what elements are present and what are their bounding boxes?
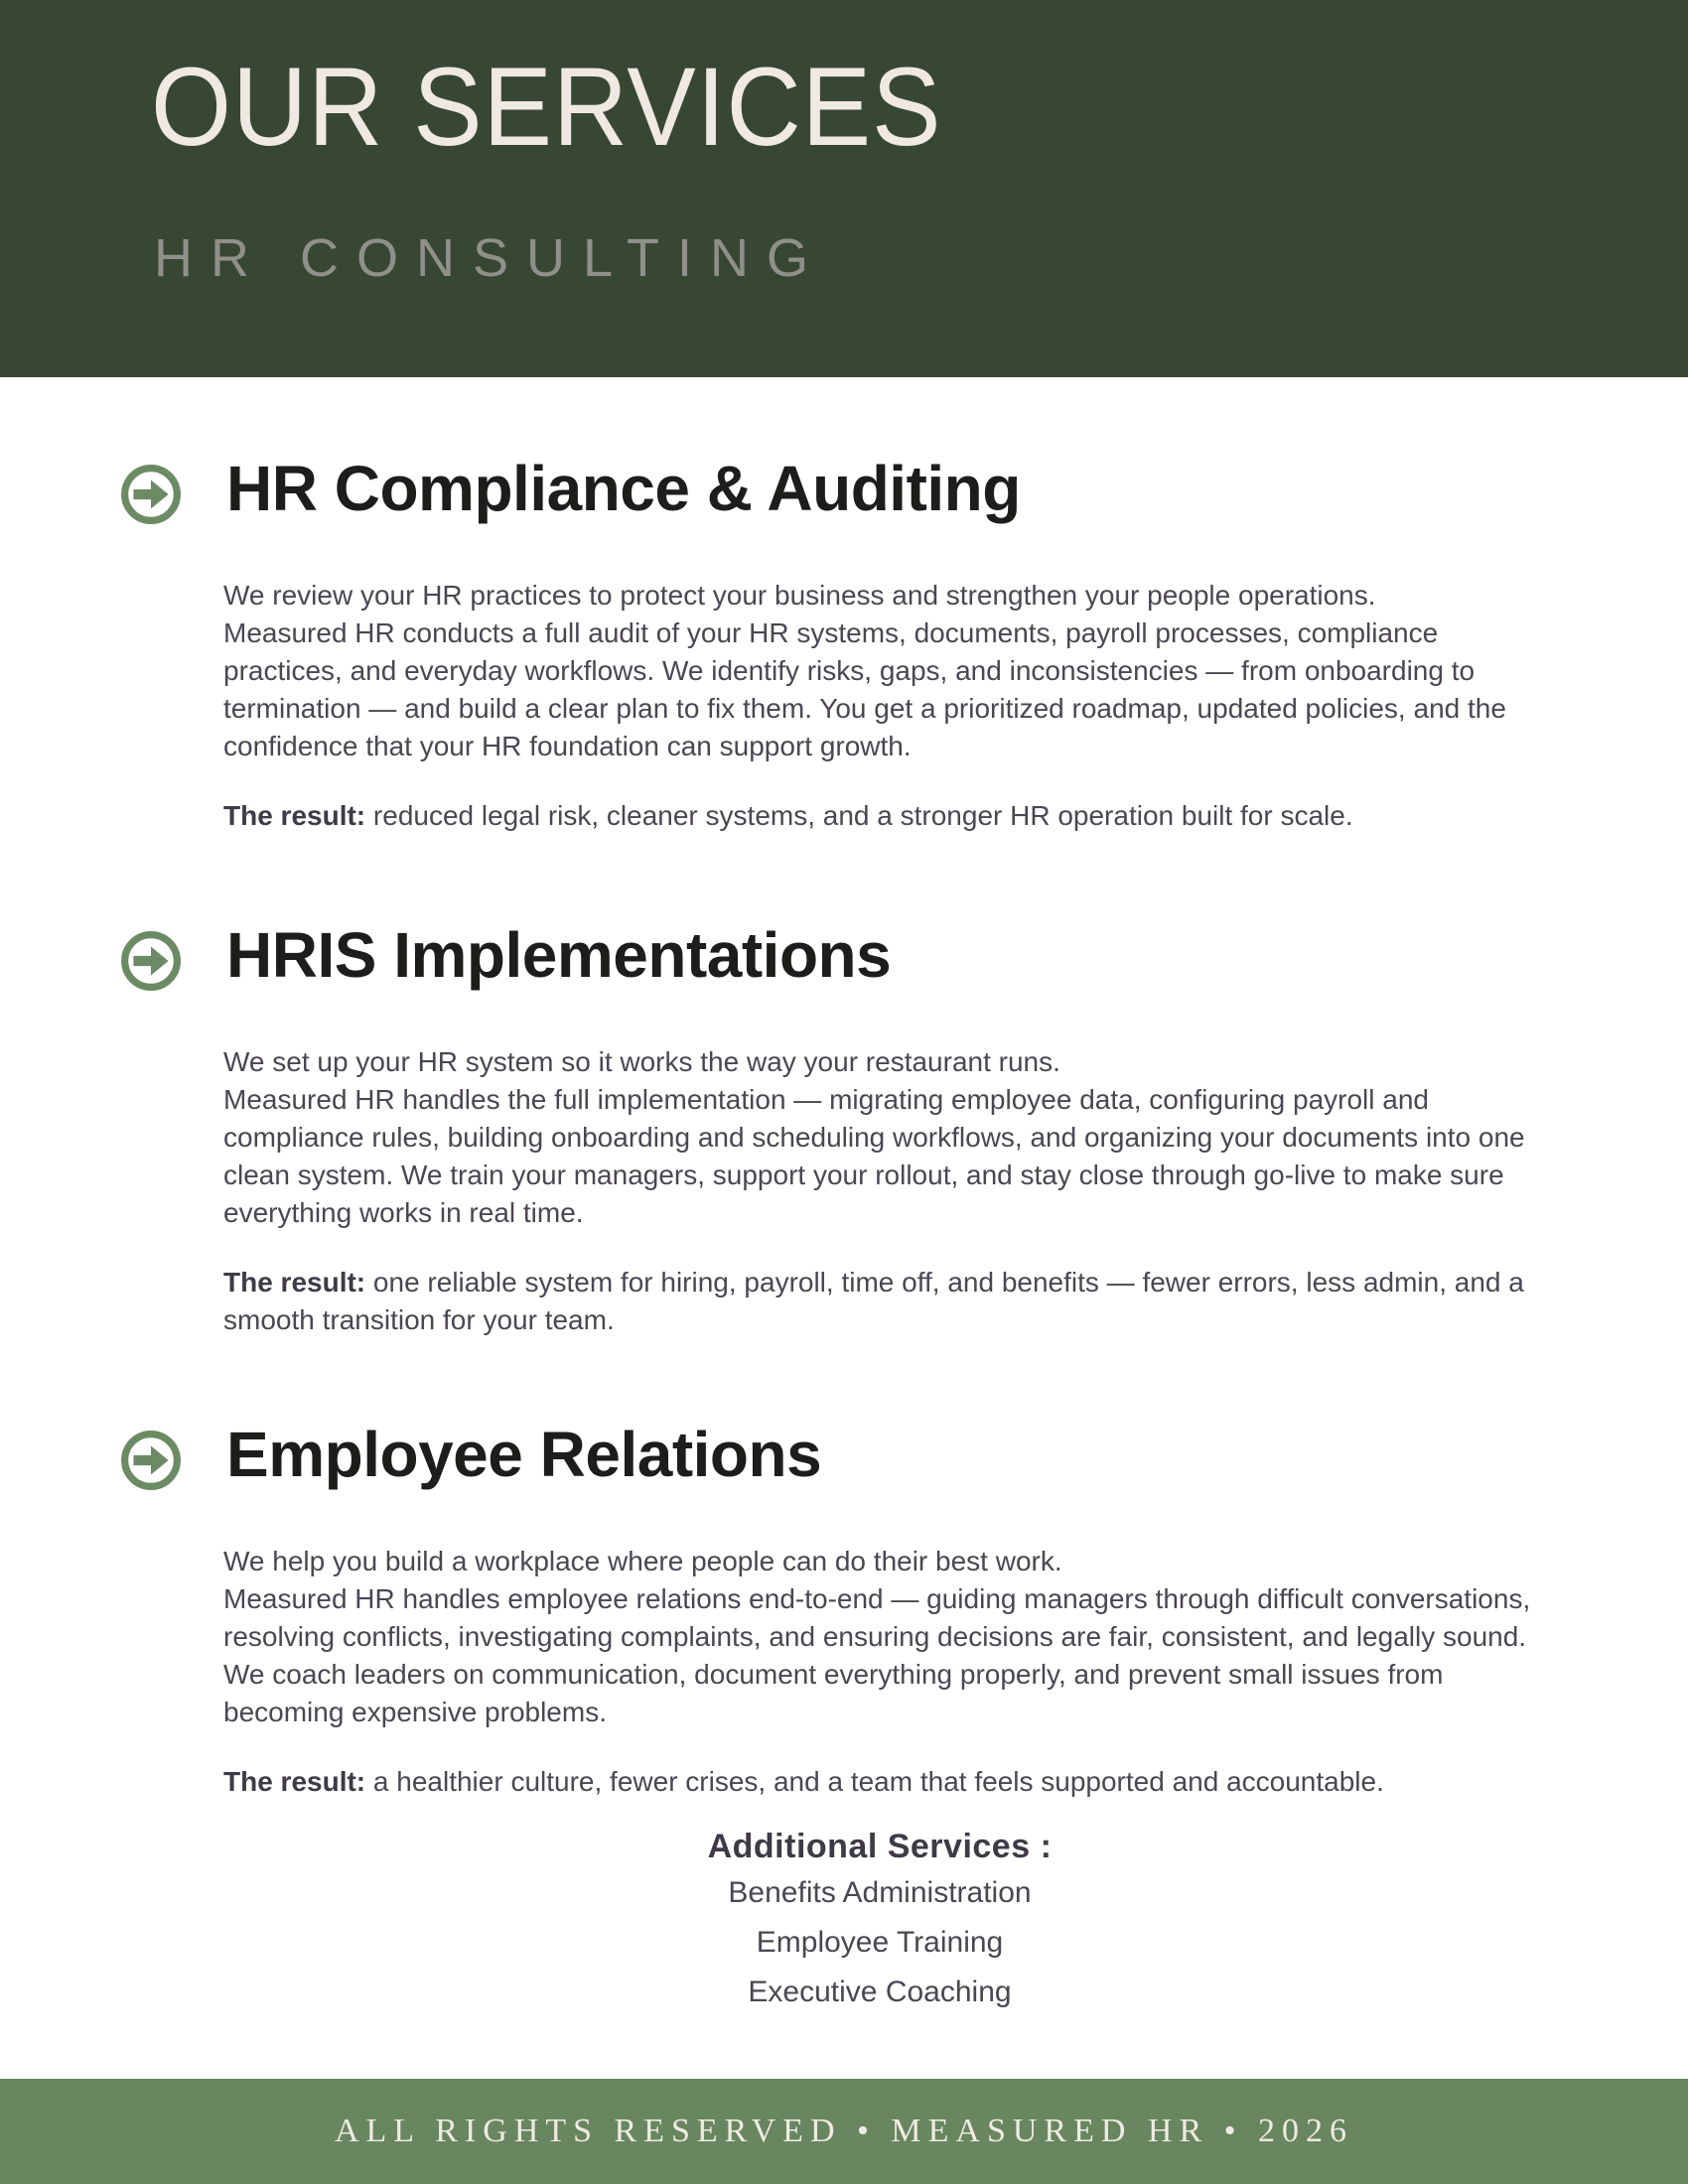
- footer: [0, 2079, 1688, 2184]
- result-label: The result:: [223, 1766, 366, 1797]
- section-body: Measured HR conducts a full audit of your HR systems, documents, payroll processes, compliance practices, and everyday workflows. We identify risks, gaps, and inconsistencies — from onboarding to termination — and build a clear plan to fix them. You get a prioritized roadmap, updated policies, and the confidence that your HR foundation can support growth.: [223, 617, 1506, 761]
- section-title: Employee Relations: [226, 1419, 822, 1490]
- section-employee-relations: [0, 1418, 1688, 1801]
- header-banner: [0, 0, 1688, 377]
- result-label: The result:: [223, 1267, 366, 1297]
- page-title: OUR SERVICES: [151, 45, 942, 169]
- arrow-right-circle-icon: [120, 930, 182, 992]
- section-intro: We help you build a workplace where people can do their best work.: [223, 1546, 1062, 1576]
- section-result: [223, 1264, 1536, 1339]
- additional-service-item: Employee Training: [756, 1926, 1004, 1959]
- section-description: [223, 577, 1536, 765]
- additional-service-item: Executive Coaching: [748, 1976, 1012, 2008]
- additional-services: [223, 1825, 1536, 2017]
- result-text: one reliable system for hiring, payroll, time off, and benefits — fewer errors, less admin, and a smooth transition for your team.: [223, 1267, 1524, 1335]
- section-description: [223, 1543, 1536, 1731]
- section-title: HRIS Implementations: [226, 919, 892, 991]
- additional-service-item: Benefits Administration: [728, 1876, 1032, 1909]
- result-text: reduced legal risk, cleaner systems, and a stronger HR operation built for scale.: [365, 800, 1353, 831]
- section-hr-compliance-auditing: [0, 452, 1688, 835]
- section-hris-implementations: [0, 918, 1688, 1339]
- section-title: HR Compliance & Auditing: [226, 453, 1021, 524]
- result-label: The result:: [223, 800, 366, 831]
- section-body: Measured HR handles the full implementation — migrating employee data, configuring payroll and compliance rules, building onboarding and scheduling workflows, and organizing your documents into one clean system. We train your managers, support your rollout, and stay close through go-live to make sure everything works in real time.: [223, 1084, 1525, 1228]
- section-intro: We set up your HR system so it works the way your restaurant runs.: [223, 1046, 1060, 1077]
- section-body: Measured HR handles employee relations end-to-end — guiding managers through difficult conversations, resolving conflicts, investigating complaints, and ensuring decisions are fair, consistent, and legally sound. We coach leaders on communication, document everything properly, and prevent small issues from becoming expensive problems.: [223, 1583, 1531, 1727]
- result-text: a healthier culture, fewer crises, and a team that feels supported and accountable.: [365, 1766, 1384, 1797]
- arrow-right-circle-icon: [120, 1430, 182, 1491]
- additional-services-title: Additional Services :: [707, 1828, 1053, 1865]
- arrow-right-circle-icon: [120, 464, 182, 525]
- section-description: [223, 1043, 1536, 1232]
- footer-text: ALL RIGHTS RESERVED • MEASURED HR • 2026: [334, 2113, 1354, 2149]
- page-subtitle: HR CONSULTING: [154, 228, 827, 288]
- section-intro: We review your HR practices to protect your business and strengthen your people operations.: [223, 580, 1376, 611]
- section-result: [223, 797, 1536, 835]
- section-result: [223, 1763, 1536, 1801]
